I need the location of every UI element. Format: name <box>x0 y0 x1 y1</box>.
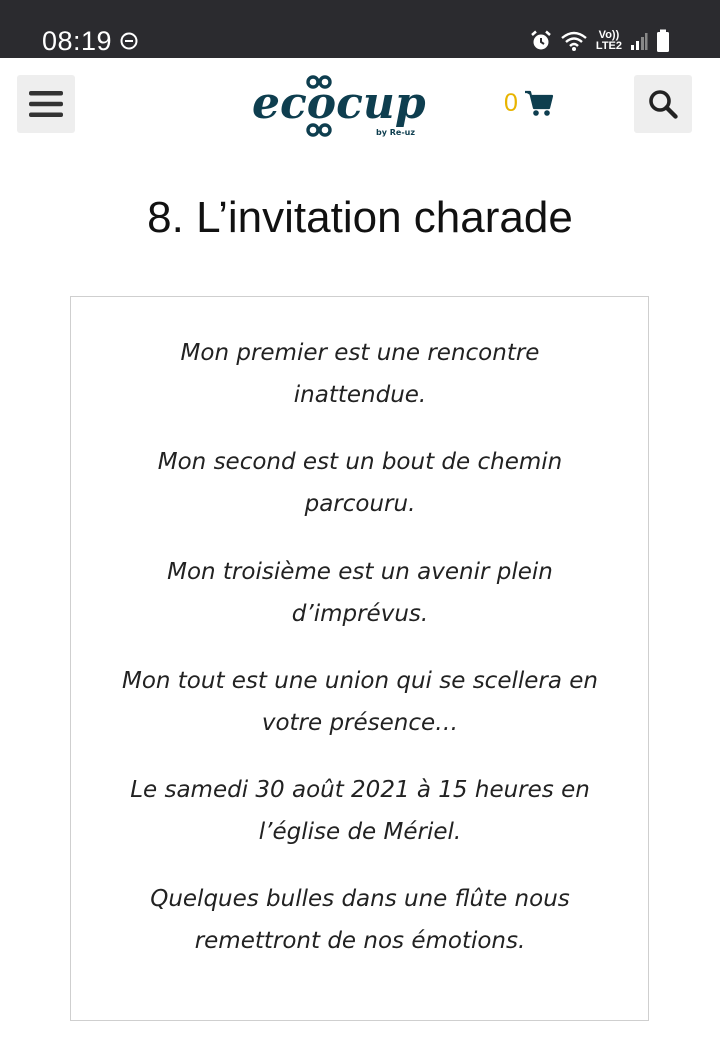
alarm-icon <box>530 30 552 52</box>
menu-button[interactable] <box>17 75 75 133</box>
invitation-line: inattendue. <box>293 382 427 408</box>
svg-text:by Re-uz: by Re-uz <box>376 128 415 137</box>
do-not-disturb-icon <box>120 32 138 50</box>
invitation-line: Quelques bulles dans une flûte nous <box>150 886 570 912</box>
invitation-line: Mon tout est une union qui se scellera en <box>121 668 598 694</box>
cart-icon <box>524 89 554 117</box>
network-label-top: Vo)) <box>598 29 620 41</box>
invitation-line: l’église de Mériel. <box>258 819 462 845</box>
status-icons <box>530 26 670 56</box>
page-title: 8. L’invitation charade <box>147 193 573 242</box>
signal-icon <box>630 31 648 51</box>
invitation-line: Le samedi 30 août 2021 à 15 heures en <box>130 777 590 803</box>
cart-count: 0 <box>504 89 518 117</box>
status-bar <box>0 0 720 58</box>
site-header <box>0 58 720 158</box>
menu-icon <box>29 90 63 118</box>
search-icon <box>648 89 678 119</box>
svg-text:ecocup: ecocup <box>252 78 426 129</box>
ecocup-logo[interactable] <box>250 70 430 140</box>
invitation-line: Mon second est un bout de chemin <box>157 449 563 475</box>
network-label-bottom: LTE2 <box>595 40 622 52</box>
invitation-line: Mon premier est une rencontre <box>180 340 540 366</box>
invitation-line: d’imprévus. <box>291 601 429 627</box>
wifi-icon <box>560 30 588 52</box>
invitation-line: remettront de nos émotions. <box>194 928 526 954</box>
search-button[interactable] <box>634 75 692 133</box>
battery-icon <box>656 29 670 53</box>
invitation-line: votre présence… <box>261 710 459 736</box>
network-indicator <box>596 30 622 52</box>
invitation-line: Mon troisième est un avenir plein <box>167 559 553 585</box>
invitation-line: parcouru. <box>304 491 416 517</box>
status-time: 08:19 <box>42 26 113 56</box>
cart-button[interactable] <box>504 88 554 118</box>
